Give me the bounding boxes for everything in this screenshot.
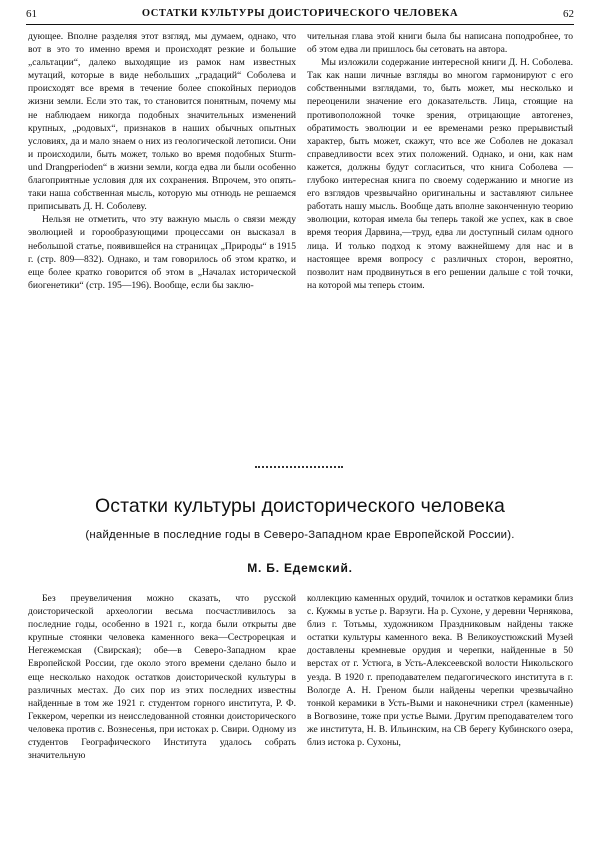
section-separator: [255, 466, 343, 468]
article-title: Остатки культуры доисторического человека: [94, 495, 505, 517]
paragraph: Мы изложили содержание интересной книги Д. Н. Соболева. Так как наши личные взгляды во многом гармонируют с его собственными взглядами, то, быть может, мы несколько и переоценили значение его доказательств. Лица, стоящие на противоположной точке зрения, отрицающие автогенез, обратимость эволюции и ее временами резко прерывистый характер, быть может, скажут, что все же Соболев не доказал справедливости всех этих положений. Однако, и они, как нам кажется, должны будут согласиться, что книга Соболева — глубоко интересная книга по своему содержанию и многие из его взглядов чрезвычайно оригинальны и заставляют сильнее работать нашу мысль. Вообще дать вполне законченную теорию эволюции, которая имела бы теперь такой же успех, как в свое время теория Дарвина,—труд, едва ли доступный силам одного лица. И только подход к этому важнейшему для нас и в настоящее время вопросу с различных сторон, вероятно, позволит нам продвинуться в его решении дальше с той точки, на которой мы теперь стоим.: [307, 57, 573, 291]
bottom-right-column: [307, 592, 573, 749]
page-header: [26, 8, 574, 22]
article-author: М. Б. Едемский.: [247, 561, 353, 575]
paragraph: Без преувеличения можно сказать, что русской доисторической археологии весьма посчастливилось за последние годы, особенно в 1921 г., когда были открыты две крупные стоянки человека каменного века—Сестрорецкая и Негежемская (Свирская); обе—в Северо-Западном крае Европейской России, где около этого времени сделано было и еще несколько находок остатков доисторической культуры в различных местах. До сих пор из этих последних известны найденные в том же 1921 г. студентом горного института, Р. Ф. Геккером, черепки из неисследованной стоянки доисторического человека против с. Вознесенья, при истоках р. Свири. Одному из студентов Географического Института удалось собрать значительную: [28, 593, 296, 762]
paragraph: коллекцию каменных орудий, точилок и остатков керамики близ с. Кужмы в устье р. Варзуги. На р. Сухоне, у деревни Чернякова, близ г. Тотьмы, художником Праздниковым найдены также остатки культуры каменного века. В Великоустюжский Музей доставлены кремневые орудия и черепки, найденные в 50 верстах от г. Устюга, в Усть-Алексеевской волости Никольского уезда. В 1920 г. преподавателем педагогического института в г. Вологде А. Н. Греном были найдены черепки чрезвычайно тонкой керамики в Усть-Выми и наконечники стрел (каменные) в Вогвозине, тоже при устье Выми. Другим преподавателем того же института, Н. В. Ильинским, на СВ берегу Кубинского озера, близ истока р. Сухоны,: [307, 593, 573, 749]
running-title: ОСТАТКИ КУЛЬТУРЫ ДОИСТОРИЧЕСКОГО ЧЕЛОВЕКА: [141, 8, 459, 19]
article-subtitle: (найденные в последние годы в Северо-Западном крае Европейской России).: [85, 529, 515, 541]
paragraph: Нельзя не отметить, что эту важную мысль о связи между эволюцией и горообразующими процессами он высказал в небольшой статье, появившейся на страницах „Природы“ в 1915 г. (стр. 809—832). Однако, и там говорилось об этом кратко, и еще более кратко говорится об этом в „Началах исторической биогенетики“ (стр. 195—196). Вообще, если бы заклю-: [28, 214, 296, 291]
paragraph: чительная глава этой книги была бы написана поподробнее, то об этом едва ли пришлось бы сетовать на автора.: [307, 31, 573, 56]
paragraph: дующее. Вполне разделяя этот взгляд, мы думаем, однако, что вот в это то именно время и происходят резкие и большие „сальтации“, далеко выходящие из рамок нам известных мутаций, которые в виде небольших „градаций“ Соболева и происходят все время в течение более спокойных периодов жизни земли. Если это так, то становится понятным, почему мы не наблюдаем никогда подобных значительных изменений крупных, „родовых“, признаков в наших обычных опытных условиях, да и мало знаем о них из геологической летописи. Они и происходили, быть может, только во время подобных Sturm- und Drangperioden“ в жизни земли, когда едва ли были особенно благоприятные условия для их сохранения. Впрочем, это опять-таки наша собственная мысль, которую мы отнюдь не решаемся приписывать Д. Н. Соболеву.: [28, 31, 296, 213]
page-number-left: 61: [26, 8, 37, 20]
top-left-column: [28, 30, 296, 292]
bottom-left-column: [28, 592, 296, 762]
page-number-right: 62: [563, 8, 574, 20]
top-right-column: [307, 30, 573, 292]
header-rule: [26, 24, 574, 25]
